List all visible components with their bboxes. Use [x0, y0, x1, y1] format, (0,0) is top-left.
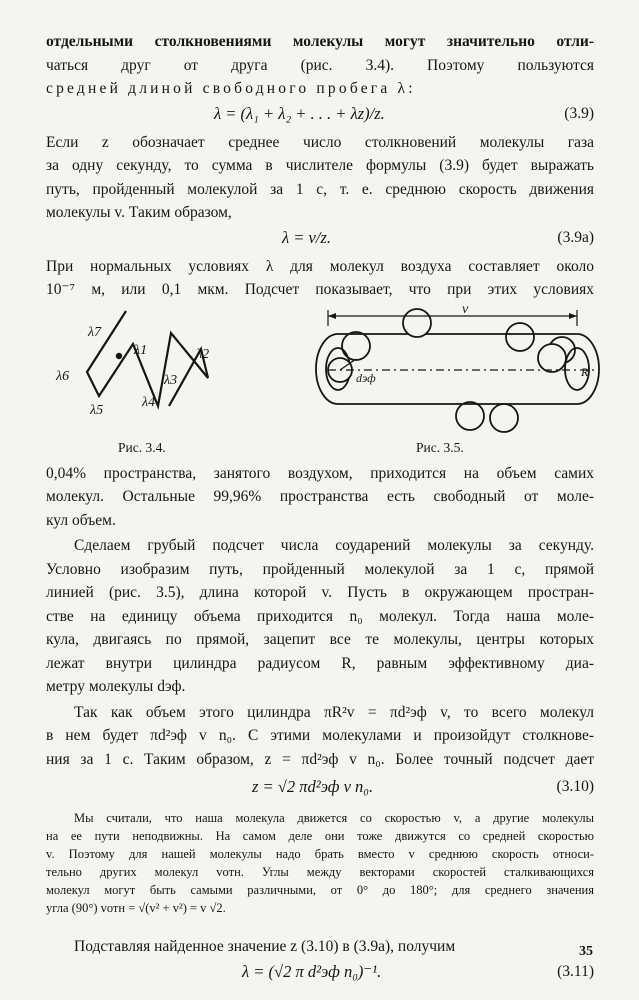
path-label: λ2	[196, 346, 210, 362]
radius-label: R	[581, 364, 589, 379]
molecule-circle	[403, 309, 431, 337]
paragraph-2	[46, 131, 594, 225]
text-line: стве на единицу объема приходится n₀ молекул. Тогда наша моле-	[46, 607, 594, 625]
equation-3-10: z = √2 πd²эф v n₀. (3.10)	[252, 777, 594, 796]
paragraph-5	[46, 534, 594, 699]
molecule-circle	[490, 404, 518, 432]
text-line: Так как объем этого цилиндра πR²v = πd²эф v, то всего молекул	[74, 703, 594, 721]
text-line: отдельными столкновениями молекулы могут значительно отли-	[46, 33, 594, 50]
text-line: путь, пройденный молекулой за 1 с, т. е. среднюю скорость движения	[46, 180, 594, 198]
equation-3-9: λ = (λ₁ + λ₂ + . . . + λz)/z. (3.9)	[214, 103, 594, 123]
paragraph-7	[46, 935, 594, 959]
figure-3-5	[312, 304, 602, 434]
text-line: Подставляя найденное значение z (3.10) в (3.9а), получим	[74, 938, 456, 955]
text-line: угла (90°) vотн = √(v² + v²) = v √2.	[46, 901, 226, 915]
page-number: 35	[579, 944, 593, 959]
text-line: на ее пути неподвижны. На самом деле они тоже движутся со средней скоростью	[46, 829, 594, 843]
text-line: средней длиной свободного пробега λ:	[46, 80, 416, 97]
equation-number: (3.11)	[557, 962, 594, 980]
text-line: Если z обозначает среднее число столкновений молекулы газа	[46, 133, 594, 151]
text-line: v. Поэтому для нашей молекулы надо брать вместо v среднюю скорость относи-	[46, 847, 594, 861]
text-line: за одну секунду, то сумма в числителе формулы (3.9) будет выражать	[46, 157, 594, 174]
text-line: кула, двигаясь по прямой, зацепит все те молекулы, центры которых	[46, 631, 594, 648]
figures-row	[46, 302, 594, 462]
text-line: Сделаем грубый подсчет числа соударений молекулы за секунду.	[74, 537, 594, 554]
text-line: При нормальных условиях λ для молекул воздуха составляет около	[46, 257, 594, 275]
equation-number: (3.9а)	[557, 228, 594, 246]
path-label: λ6	[56, 368, 70, 384]
text-line: Мы считали, что наша молекула движется со скоростью v, а другие молекулы	[74, 811, 594, 825]
page-body	[46, 30, 594, 989]
text-line: линией (рис. 3.5), длина которой v. Пусть в окружающем простран-	[46, 584, 594, 601]
molecule-circle	[506, 323, 534, 351]
text-line: кул объем.	[46, 511, 116, 529]
text-line: молекул могут быть самыми различными, от 0° до 180°; для среднего значения	[46, 883, 594, 897]
text-line: тельно других молекул vотн. Углы между векторами скоростей сталкивающихся	[46, 865, 594, 879]
text-line: в нем будет πd²эф v n₀. С этими молекулами и произойдут столкнове-	[46, 727, 594, 744]
length-label: v	[462, 303, 469, 317]
text-line: 10⁻⁷ м, или 0,1 мкм. Подсчет показывает, что при этих условиях	[46, 281, 594, 298]
text-line: 0,04% пространства, занятого воздухом, приходится на объем самих	[46, 464, 594, 482]
figure-3-4	[46, 306, 246, 436]
molecule-circle	[456, 402, 484, 430]
figure-3-4-caption: Рис. 3.4.	[118, 439, 166, 455]
path-label: λ4	[142, 394, 156, 410]
text-line: Условно изобразим путь, пройденный молекулой за 1 с, прямой	[46, 560, 594, 578]
figure-3-5-caption: Рис. 3.5.	[416, 439, 464, 455]
equation-number: (3.9)	[564, 104, 594, 122]
footnote-block	[46, 809, 594, 917]
text-line: ния за 1 с. Таким образом, z = πd²эф v n₀. Более точный подсчет дает	[46, 750, 594, 768]
paragraph-3	[46, 255, 594, 302]
path-label: λ1	[134, 342, 148, 358]
molecule-circle	[538, 344, 566, 372]
text-line: чаться друг от друга (рис. 3.4). Поэтому пользуются	[46, 56, 594, 74]
equation-number: (3.10)	[556, 778, 594, 795]
equation-3-11: λ = (√2 π d²эф n₀)⁻¹. (3.11)	[242, 961, 594, 981]
text-line: лежат внутри цилиндра радиусом R, равным эффективному диа-	[46, 654, 594, 672]
molecule-dot	[116, 352, 122, 358]
equation-3-9a: λ = v/z. (3.9а)	[282, 227, 594, 247]
path-label: λ7	[88, 324, 102, 340]
path-label: λ3	[164, 372, 178, 388]
diameter-label: dэф	[356, 370, 376, 385]
free-path-polyline	[87, 311, 208, 406]
paragraph-1	[46, 30, 594, 101]
paragraph-6	[46, 701, 594, 772]
path-label: λ5	[90, 402, 104, 418]
paragraph-4	[46, 462, 594, 533]
molecule-circle	[342, 332, 370, 360]
text-line: молекул. Остальные 99,96% пространства есть свободный от моле-	[46, 488, 594, 505]
text-line: метру молекулы dэф.	[46, 678, 186, 695]
text-line: молекулы v. Таким образом,	[46, 204, 232, 221]
